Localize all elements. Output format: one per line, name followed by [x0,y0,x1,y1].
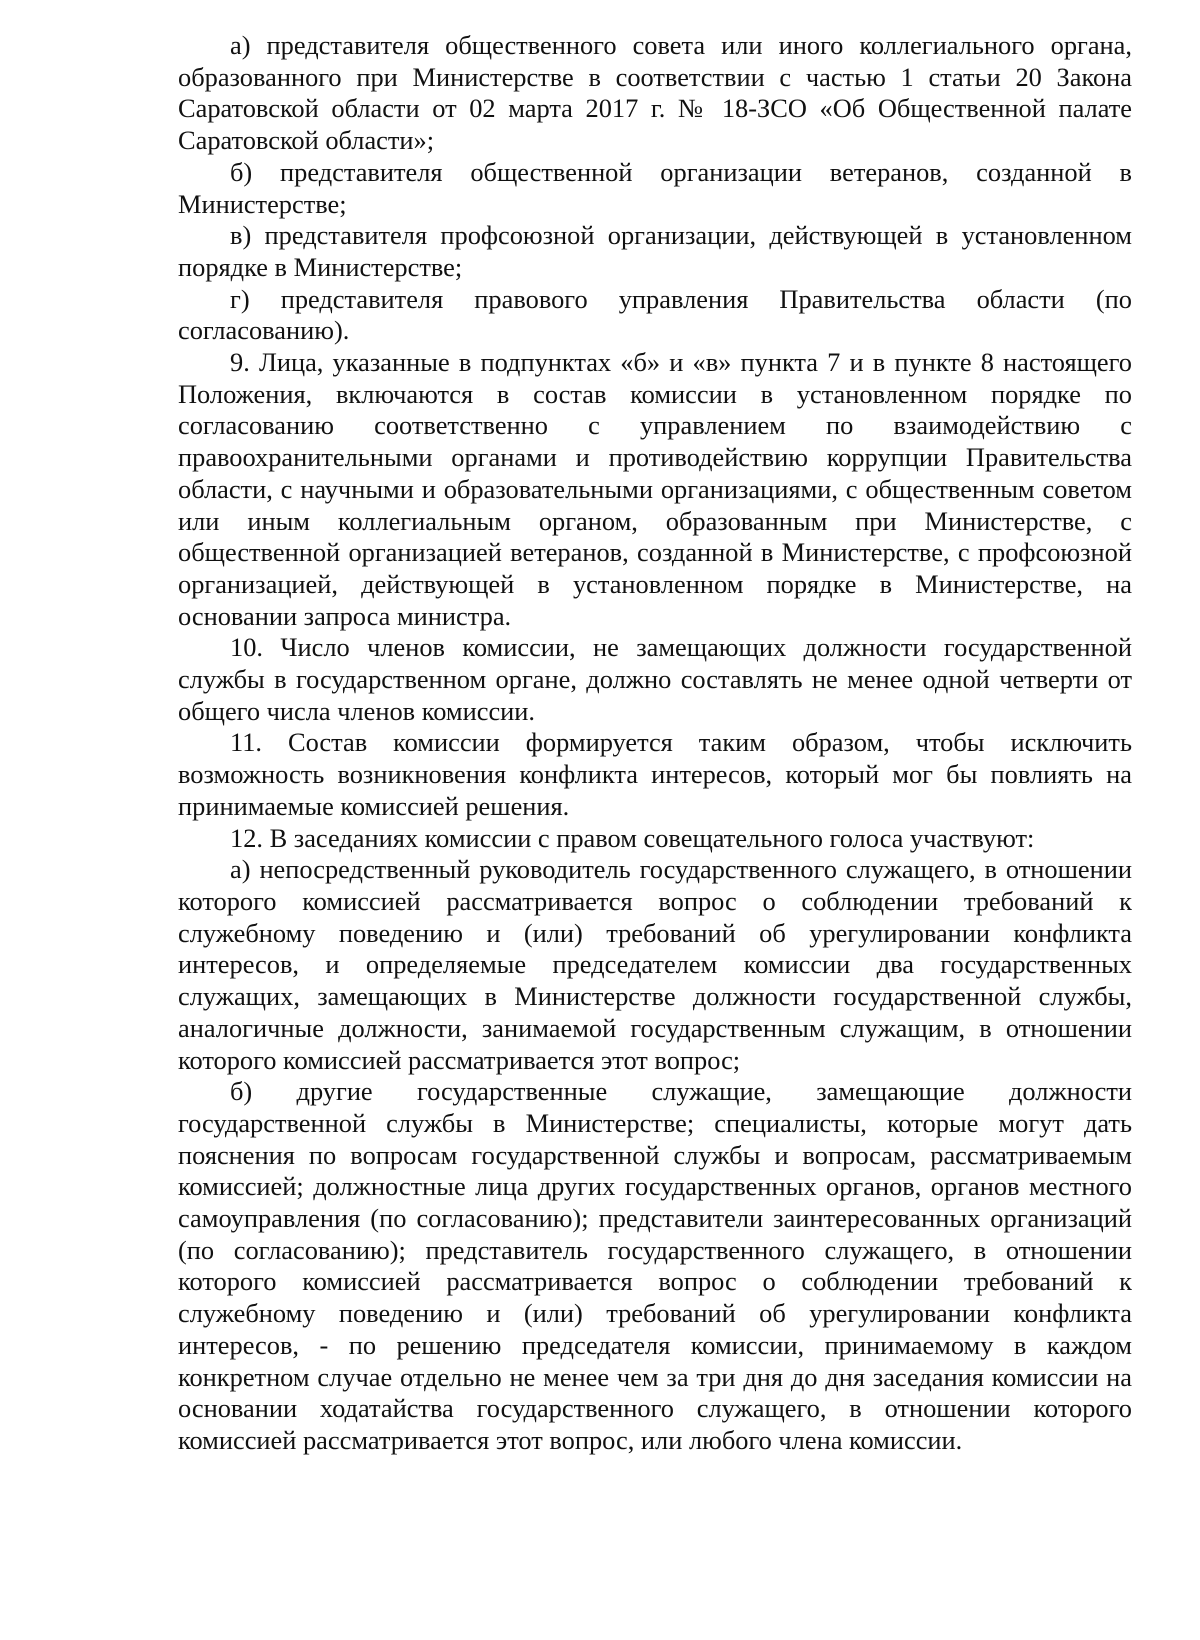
paragraph-11: 11. Состав комиссии формируется таким образом, чтобы исключить возможность возникновения конфликта интересов, который мог бы повлиять на принимаемые комиссией решения. [178,727,1132,821]
document-body [178,30,1132,1457]
paragraph-10: 10. Число членов комиссии, не замещающих должности государственной службы в государственном органе, должно составлять не менее одной четверти от общего числа членов комиссии. [178,632,1132,726]
paragraph-v-trade-union: в) представителя профсоюзной организации, действующей в установленном порядке в Министерстве; [178,220,1132,282]
paragraph-b-veterans-organization: б) представителя общественной организации ветеранов, созданной в Министерстве; [178,156,1132,219]
paragraph-12-a: а) непосредственный руководитель государственного служащего, в отношении которого комиссией рассматривается вопрос о соблюдении требований к служебному поведению и (или) требований об урегулировании конфликта интересов, и определяемые председателем комиссии два государственных служащих, замещающих в Министерстве должности государственной службы, аналогичные должности, занимаемой государственным служащим, в отношении которого комиссией рассматривается этот вопрос; [178,854,1132,1075]
paragraph-a-public-council: а) представителя общественного совета или иного коллегиального органа, образованного при Министерстве в соответствии с частью 1 статьи 20 Закона Саратовской области от 02 марта 2017 г. № 18-ЗСО «Об Общественной палате Саратовской области»; [178,30,1132,156]
paragraph-12-b: б) другие государственные служащие, замещающие должности государственной службы в Министерстве; специалисты, которые могут дать пояснения по вопросам государственной службы и вопросам, рассматриваемым комиссией; должностные лица других государственных органов, органов местного самоуправления (по согласованию); представители заинтересованных организаций (по согласованию); представитель государственного служащего, в отношении которого комиссией рассматривается вопрос о соблюдении требований к служебному поведению и (или) требований об урегулировании конфликта интересов, - по решению председателя комиссии, принимаемому в каждом конкретном случае отдельно не менее чем за три дня до дня заседания комиссии на основании ходатайства государственного служащего, в отношении которого комиссией рассматривается этот вопрос, или любого члена комиссии. [178,1076,1132,1455]
paragraph-g-legal-department: г) представителя правового управления Правительства области (по согласованию). [178,283,1132,346]
paragraph-12: 12. В заседаниях комиссии с правом совещательного голоса участвуют: [230,822,1035,853]
paragraph-9: 9. Лица, указанные в подпунктах «б» и «в» пункта 7 и в пункте 8 настоящего Положения, включаются в состав комиссии в установленном порядке по согласованию соответственно с управлением по взаимодействию с правоохранительными органами и противодействию коррупции Правительства области, с научными и образовательными организациями, с общественным советом или иным коллегиальным органом, образованным при Министерстве, с общественной организацией ветеранов, созданной в Министерстве, с профсоюзной организацией, действующей в установленном порядке в Министерстве, на основании запроса министра. [178,347,1132,631]
